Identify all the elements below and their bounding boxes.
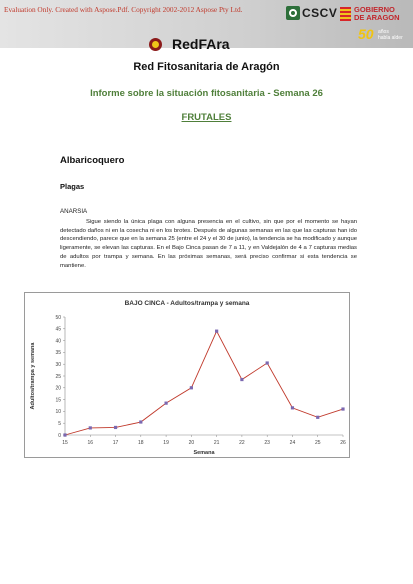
x-tick-label: 21 xyxy=(213,440,220,446)
data-point xyxy=(341,407,344,410)
ga-line2: DE ARAGON xyxy=(354,13,400,22)
y-tick-label: 50 xyxy=(55,314,61,321)
y-tick-label: 0 xyxy=(58,432,61,439)
cscv-mark-icon xyxy=(286,6,300,20)
ga-line1: GOBIERNO xyxy=(354,5,395,14)
section-heading: FRUTALES xyxy=(181,112,232,123)
badge-sub2: habla alder xyxy=(378,35,403,41)
x-tick-label: 16 xyxy=(87,440,94,446)
cscv-logo-text: CSCV xyxy=(302,6,338,20)
data-point xyxy=(316,416,319,419)
data-point xyxy=(63,433,66,436)
x-tick-label: 18 xyxy=(138,440,144,446)
data-point xyxy=(190,386,193,389)
x-tick-label: 25 xyxy=(314,440,321,446)
line-chart xyxy=(25,293,349,457)
anniversary-badge-number: 50 xyxy=(358,26,374,42)
plagas-heading: Plagas xyxy=(60,182,85,191)
data-point xyxy=(266,361,269,364)
badge-sub1: años xyxy=(378,29,389,35)
x-tick-label: 22 xyxy=(239,440,245,446)
crop-heading: Albaricoquero xyxy=(60,155,125,166)
x-tick-label: 19 xyxy=(163,440,169,446)
y-tick-label: 20 xyxy=(55,385,61,392)
y-tick-label: 40 xyxy=(55,338,61,345)
y-tick-label: 35 xyxy=(55,350,61,357)
gobierno-aragon-logo xyxy=(340,6,410,24)
pest-paragraph: Sigue siendo la única plaga con alguna presencia en el cultivo, sin que por el momento se hayan detectado daños ni en la cosecha ni en los brotes. Después de algunas semanas en las que las capturas han ido descendiendo, parece que en la semana 25 (entre el 24 y el 30 de junio), la tendencia se ha modificado y aunque ligeramente, se elevan las capturas. En el Bajo Cinca pasan de 7 a 11, y en Valdejalón de 4 a 7 capturas medias de adultos por trampa y semana. En las próximas semanas, será preciso confirmar si esta tendencia se mantiene. xyxy=(60,219,357,269)
data-point xyxy=(164,402,167,405)
report-subtitle: Informe sobre la situación fitosanitaria - Semana 26 xyxy=(90,88,323,99)
redfara-brand xyxy=(149,36,230,52)
data-point xyxy=(89,426,92,429)
aragon-flag-icon xyxy=(340,7,351,21)
y-axis-label: Adultos/trampa y semana xyxy=(30,342,36,410)
redfara-brand-text: RedFAra xyxy=(172,36,230,52)
x-axis-label: Semana xyxy=(193,450,215,456)
x-tick-label: 23 xyxy=(264,440,270,446)
y-tick-label: 10 xyxy=(55,409,61,416)
data-point xyxy=(240,378,243,381)
x-tick-label: 26 xyxy=(340,440,346,446)
y-tick-label: 25 xyxy=(55,373,61,380)
chart-panel xyxy=(24,292,350,458)
y-tick-label: 30 xyxy=(55,362,61,368)
cscv-logo xyxy=(286,6,337,20)
y-tick-label: 5 xyxy=(58,421,61,427)
y-tick-label: 45 xyxy=(55,326,61,333)
x-tick-label: 24 xyxy=(289,440,296,446)
data-point xyxy=(215,330,218,333)
gobierno-aragon-text xyxy=(354,6,400,22)
data-point xyxy=(291,406,294,409)
x-tick-label: 15 xyxy=(62,440,68,446)
x-tick-label: 17 xyxy=(112,440,119,446)
data-point xyxy=(139,420,142,423)
data-point xyxy=(114,426,117,429)
y-tick-label: 15 xyxy=(55,397,61,404)
document-title: Red Fitosanitaria de Aragón xyxy=(133,61,280,73)
pest-name: ANARSIA xyxy=(60,208,88,215)
x-tick-label: 20 xyxy=(188,440,195,446)
series-line xyxy=(65,331,343,435)
anniversary-badge-text xyxy=(378,29,403,41)
watermark: Evaluation Only. Created with Aspose.Pdf. Copyright 2002-2012 Aspose Pty Ltd. xyxy=(4,5,243,14)
chart-title: BAJO CINCA - Adultos/trampa y semana xyxy=(124,300,250,307)
redfara-logo-icon xyxy=(149,38,162,51)
